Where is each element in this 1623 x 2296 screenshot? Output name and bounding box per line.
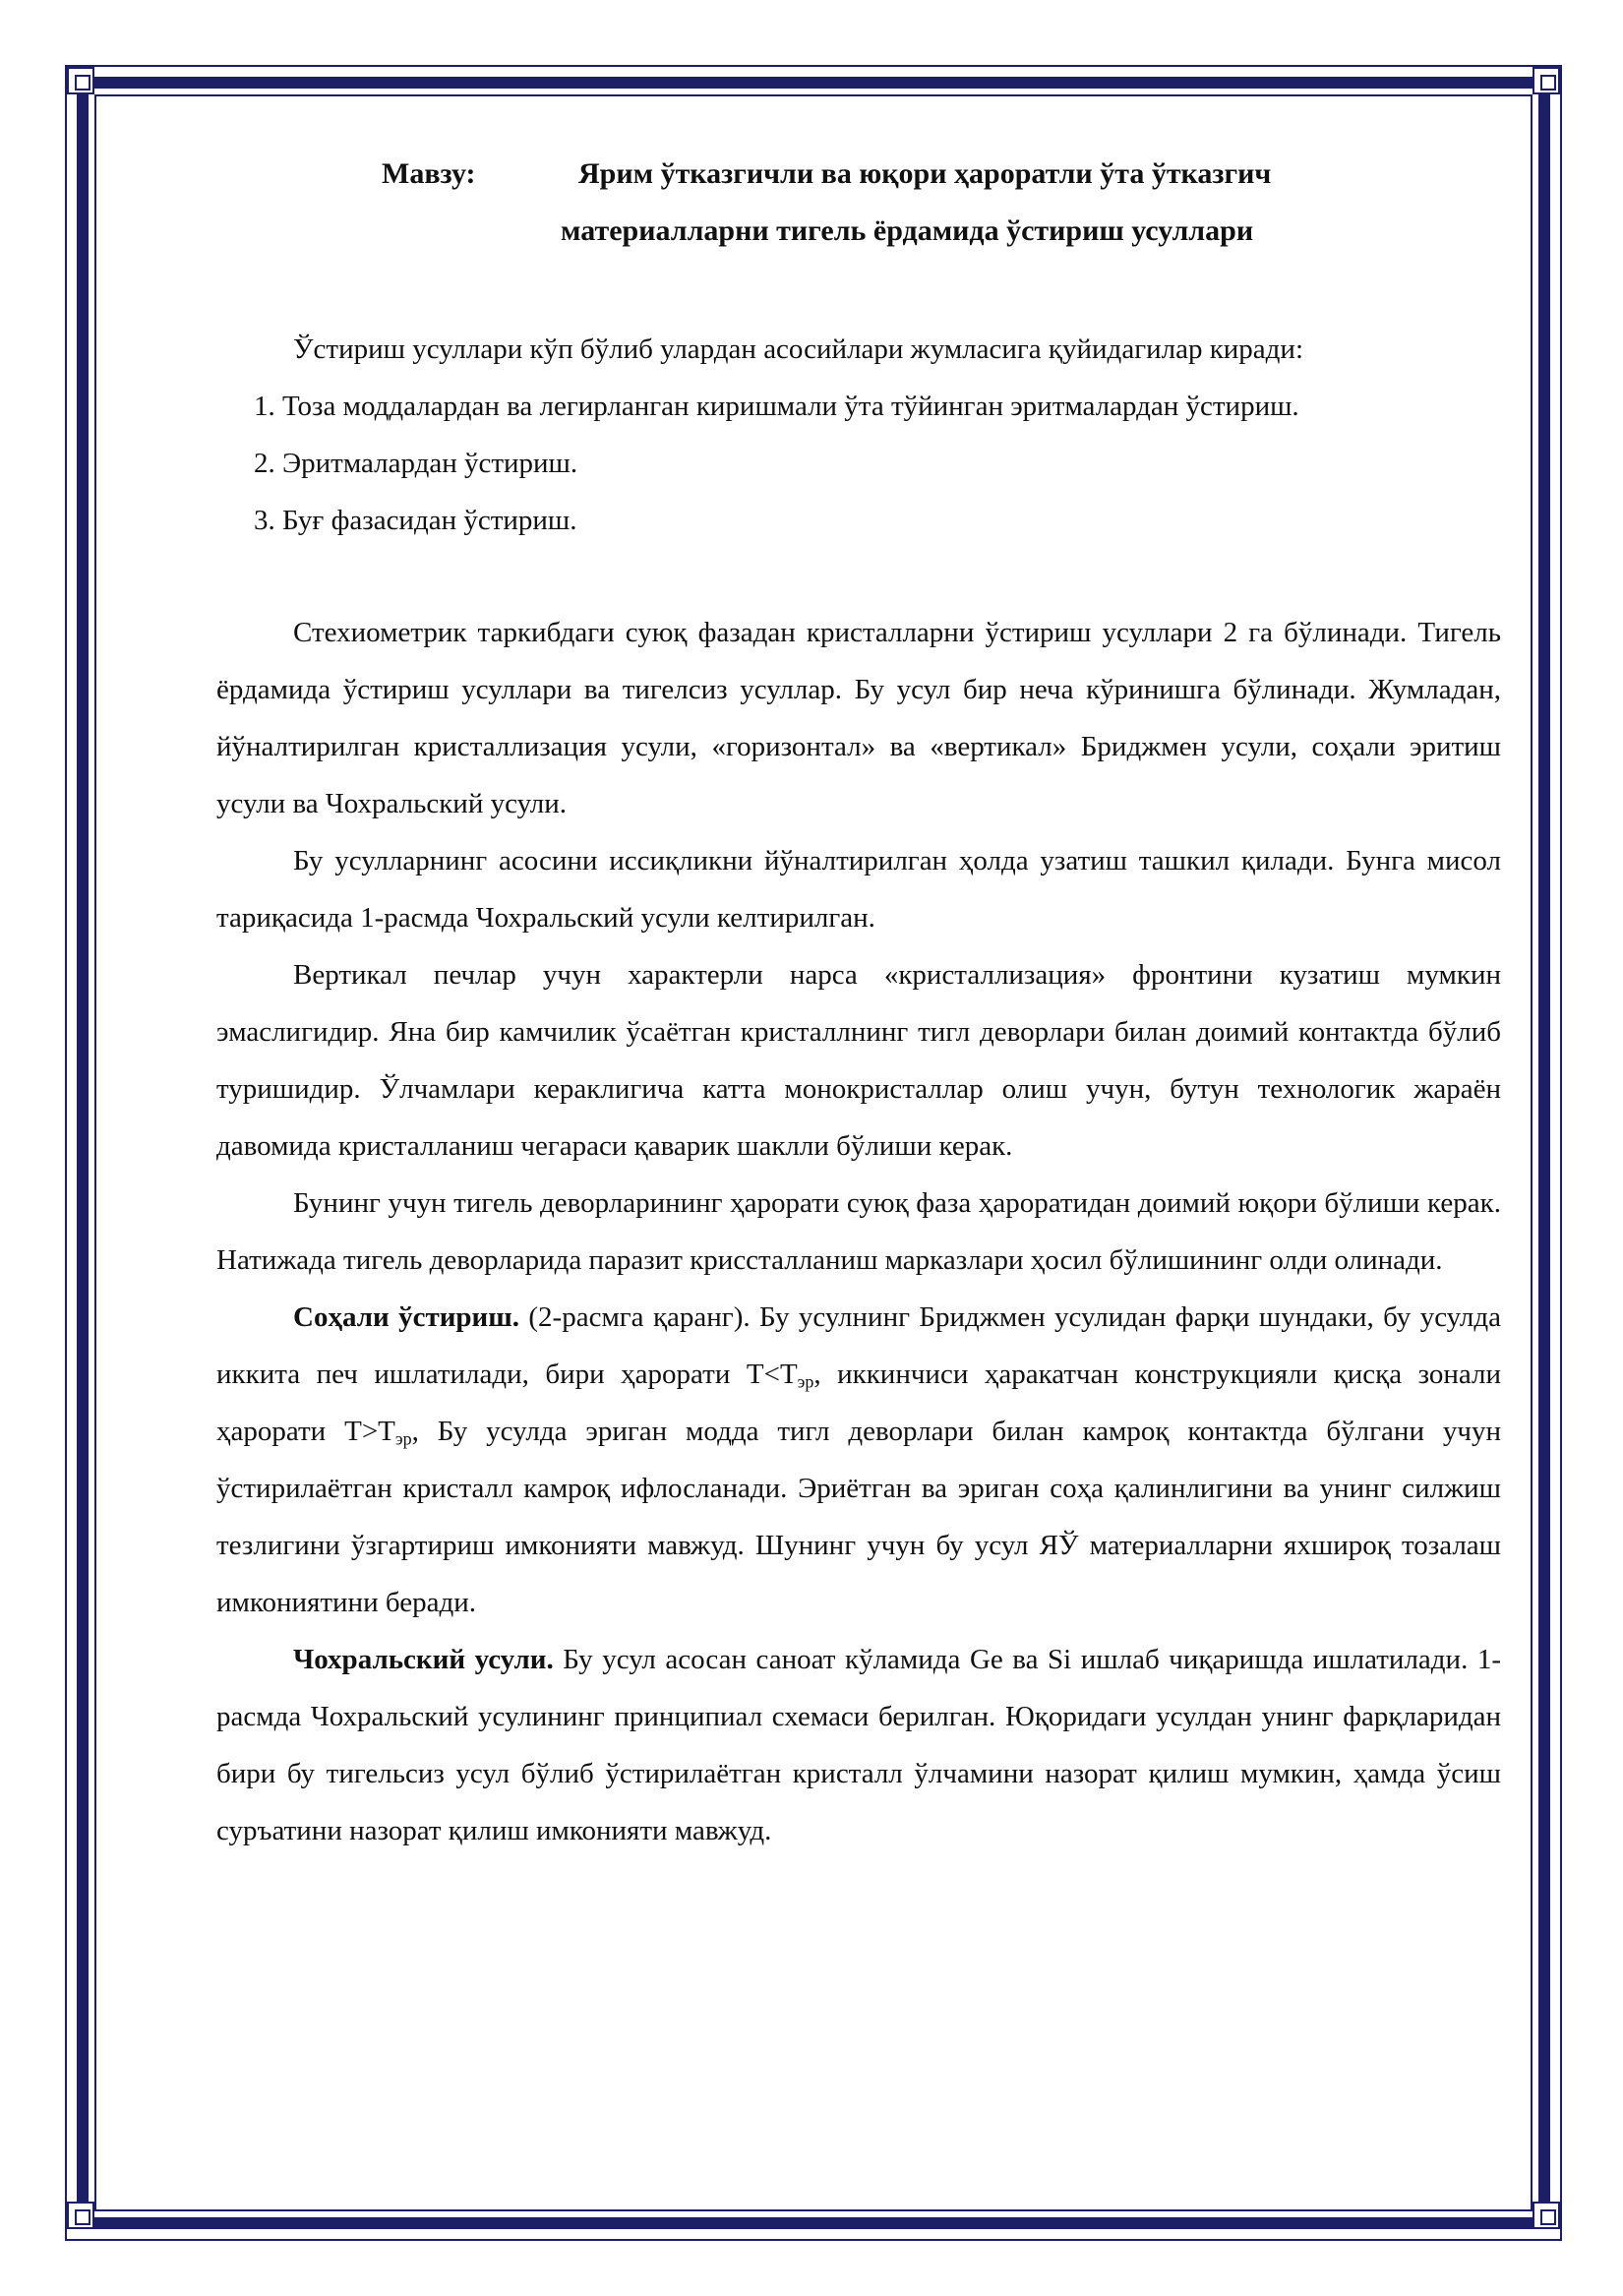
subscript-er: эр <box>797 1371 814 1392</box>
paragraph-5-text-b: , иккинчиси ҳаракатчан конструкцияли қисқа зонали ҳарорати T>T <box>216 1359 1501 1447</box>
frame-corner-ornament <box>1533 67 1560 94</box>
paragraph-4: Бунинг учун тигель деворларининг ҳарорати суюқ фаза ҳароратидан доимий юқори бўлиши керак. Натижада тигель деворларида паразит криссталланиш марказлари ҳосил бўлишининг олди олинади. <box>216 1187 1501 1276</box>
title-label: Мавзу: <box>382 157 476 190</box>
frame-corner-ornament <box>67 2202 94 2229</box>
paragraph-5-text-c: , Бу усулда эриган модда тигл деворлари билан камроқ контактда бўлгани учун ўстирилаётган кристалл камроқ ифлосланади. Эриётган ва эриган соҳа қалинлигини ва унинг силжиш тезлигини ўзгартириш имконияти мавжуд. Шунинг учун бу усул ЯЎ материалларни яхшироқ тозалаш имкониятини беради. <box>216 1416 1501 1618</box>
list-item: 2. Эритмалардан ўстириш. <box>254 448 578 479</box>
paragraph-3: Вертикал печлар учун характерли нарса «кристаллизация» фронтини кузатиш мумкин эмаслигидир. Яна бир камчилик ўсаётган кристаллнинг тигл деворлари билан доимий контактда бўлиб туришидир. Ўлчамлари кераклигича катта монокристаллар олиш учун, бутун технологик жараён давомида кристалланиш чегараси қаварик шаклли бўлиши керак. <box>216 959 1501 1162</box>
document-body <box>216 148 1501 1859</box>
subscript-er: эр <box>394 1428 412 1449</box>
title-line-1: Ярим ўтказгичли ва юқори ҳароратли ўта ўтказгич <box>578 157 1272 190</box>
paragraph-6-text: Бу усул асосан саноат кўламида Ge ва Si ишлаб чиқаришда ишлатилади. 1-расмда Чохральский усулининг принципиал схемаси берилган. Юқоридаги усулдан унинг фарқларидан бири бу тигельсиз усул бўлиб ўстирилаётган кристалл ўлчамини назорат қилиш мумкин, ҳамда ўсиш суръатини назорат қилиш имконияти мавжуд. <box>216 1644 1502 1846</box>
paragraph-5 <box>216 1289 1501 1631</box>
list-item: 3. Буғ фазасидан ўстириш. <box>254 505 577 536</box>
paragraph-6 <box>216 1631 1501 1859</box>
document-title <box>216 148 1501 266</box>
paragraph-2: Бу усулларнинг асосини иссиқликни йўналтирилган ҳолда узатиш ташкил қилади. Бунга мисол тариқасида 1-расмда Чохральский усули келтирилган. <box>216 845 1501 934</box>
intro-text: Ўстириш усуллари кўп бўлиб улардан асосийлари жумласига қуйидагилар киради: <box>293 333 1304 365</box>
spacer <box>216 549 1501 604</box>
frame-corner-ornament <box>1533 2202 1560 2229</box>
title-line-2: материалларни тигель ёрдамида ўстириш усуллари <box>561 214 1254 247</box>
paragraph-1: Стехиометрик таркибдаги суюқ фазадан кристалларни ўстириш усуллари 2 га бўлинади. Тигель ёрдамида ўстириш усуллари ва тигелсиз усуллар. Бу усул бир неча кўринишга бўлинади. Жумладан, йўналтирилган кристаллизация усули, «горизонтал» ва «вертикал» Бриджмен усули, соҳали эритиш усули ва Чохральский усули. <box>216 617 1501 819</box>
paragraph-5-text-a: (2-расмга қаранг). Бу усулнинг Бриджмен усулидан фарқи шундаки, бу усулда иккита печ ишлатилади, бири ҳарорати T<T <box>216 1301 1502 1390</box>
paragraph-6-heading: Чохральский усули. <box>293 1644 554 1675</box>
list-item: 1. Тоза моддалардан ва легирланган киришмали ўта тўйинган эритмалардан ўстириш. <box>254 391 1299 422</box>
frame-corner-ornament <box>67 67 94 94</box>
paragraph-5-heading: Соҳали ўстириш. <box>293 1301 519 1333</box>
